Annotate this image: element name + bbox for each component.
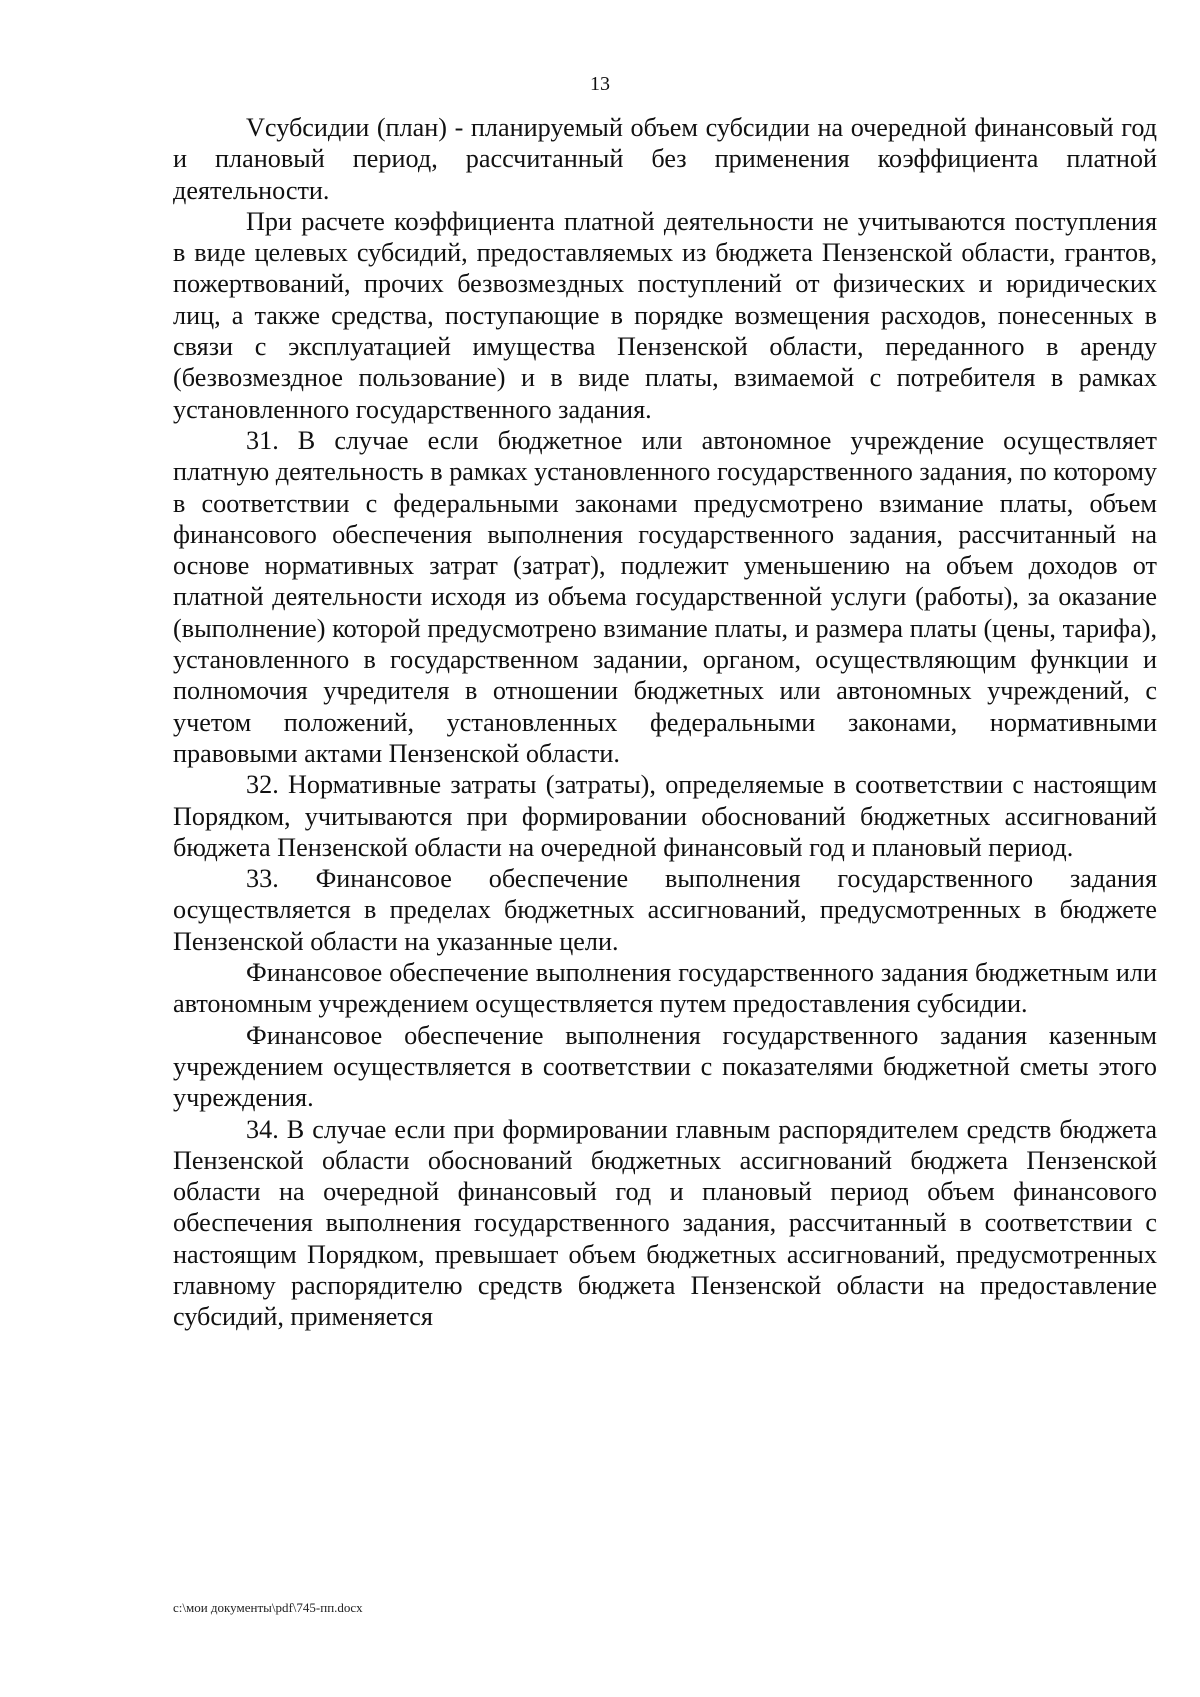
paragraph-item-34: 34. В случае если при формировании главным распорядителем средств бюджета Пензенской области обоснований бюджетных ассигнований бюджета Пензенской области на очередной финансовый год и плановый период объем финансового обеспечения выполнения государственного задания, рассчитанный в соответствии с настоящим Порядком, превышает объем бюджетных ассигнований, предусмотренных главному распорядителю средств бюджета Пензенской области на предоставление субсидий, применяется [173,1114,1157,1332]
paragraph-state-institution-funding: Финансовое обеспечение выполнения государственного задания казенным учреждением осуществляется в соответствии с показателями бюджетной сметы этого учреждения. [173,1020,1157,1113]
paragraph-item-32: 32. Нормативные затраты (затраты), определяемые в соответствии с настоящим Порядком, учитываются при формировании обоснований бюджетных ассигнований бюджета Пензенской области на очередной финансовый год и плановый период. [173,770,1157,862]
paragraph-budget-autonomous-funding: Финансовое обеспечение выполнения государственного задания бюджетным или автономным учреждением осуществляется путем предоставления субсидии. [173,958,1157,1019]
footer-file-path: c:\мои документы\pdf\745-пп.docx [173,1600,363,1615]
paragraph-item-31: 31. В случае если бюджетное или автономное учреждение осуществляет платную деятельность в рамках установленного государственного задания, по которому в соответствии с федеральными законами предусмотрено взимание платы, объем финансового обеспечения выполнения государственного задания, рассчитанный на основе нормативных затрат (затрат), подлежит уменьшению на объем доходов от платной деятельности исходя из объема государственной услуги (работы), за оказание (выполнение) которой предусмотрено взимание платы, и размера платы (цены, тарифа), установленного в государственном задании, органом, осуществляющим функции и полномочия учредителя в отношении бюджетных или автономных учреждений, с учетом положений, установленных федеральными законами, нормативными правовыми актами Пензенской области. [173,425,1157,768]
page-number: 13 [590,73,610,95]
paragraph-paid-activity-exclusions: При расчете коэффициента платной деятельности не учитываются поступления в виде целевых субсидий, предоставляемых из бюджета Пензенской области, грантов, пожертвований, прочих безвозмездных поступлений от физических и юридических лиц, а также средства, поступающие в порядке возмещения расходов, понесенных в связи с эксплуатацией имущества Пензенской области, переданного в аренду (безвозмездное пользование) и в виде платы, взимаемой с потребителя в рамках установленного государственного задания. [173,206,1157,424]
paragraph-v-subsidy-definition: Vсубсидии (план) - планируемый объем субсидии на очередной финансовый год и плановый период, рассчитанный без применения коэффициента платной деятельности. [173,113,1157,205]
paragraph-item-33: 33. Финансовое обеспечение выполнения государственного задания осуществляется в пределах бюджетных ассигнований, предусмотренных в бюджете Пензенской области на указанные цели. [173,864,1157,956]
document-body [173,112,1157,1333]
